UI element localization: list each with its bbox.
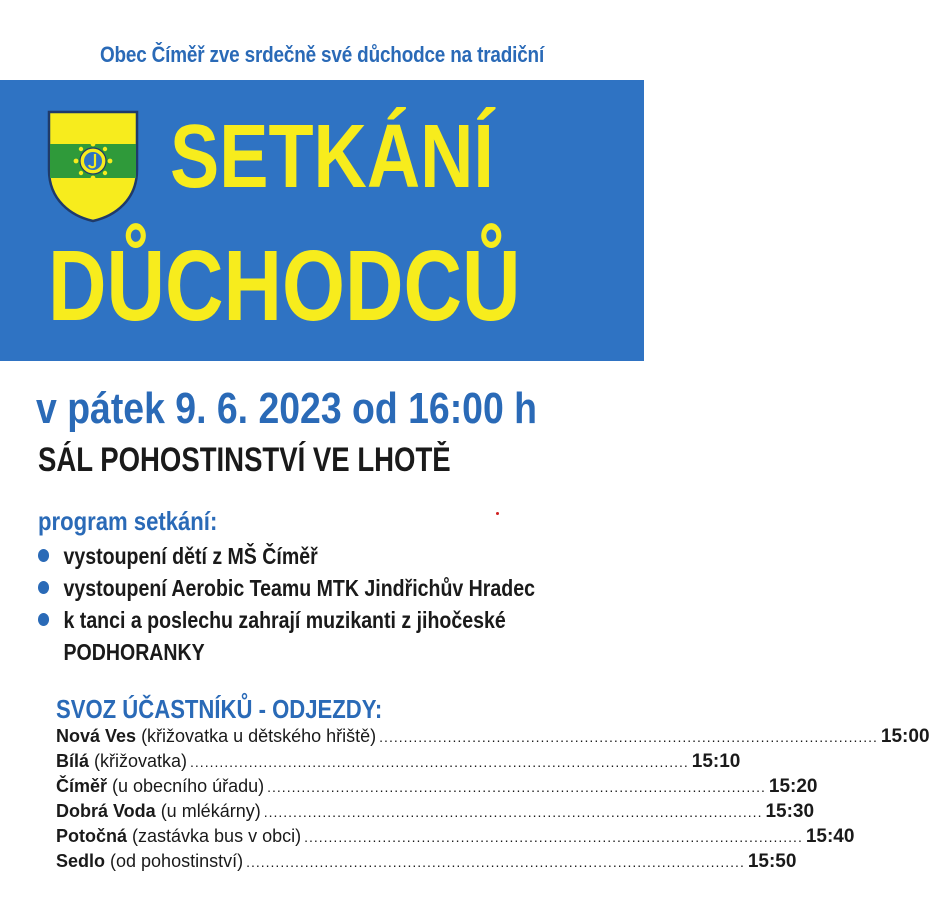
stop-name: Číměř	[56, 776, 108, 796]
stop-time: 15:20	[768, 776, 818, 797]
program-item: vystoupení Aerobic Teamu MTK Jindřichův Hradec	[38, 572, 608, 604]
stop-desc: (zastávka bus v obci)	[132, 826, 302, 846]
stop-time: 15:10	[691, 751, 741, 772]
stop-time: 15:00	[880, 726, 930, 747]
intro-text: Obec Číměř zve srdečně své důchodce na tradiční	[99, 42, 545, 67]
schedule-row	[56, 726, 930, 751]
stop-name: Bílá	[56, 751, 90, 771]
program-title: program setkání:	[38, 506, 218, 536]
bullet-icon	[38, 581, 49, 594]
stop-desc: (křižovatka)	[94, 751, 188, 771]
program-item: k tanci a poslechu zahrají muzikanti z jihočeské PODHORANKY	[38, 604, 574, 668]
transport-title: SVOZ ÚČASTNÍKŮ - ODJEZDY:	[56, 694, 383, 724]
title-line-1: SETKÁNÍ	[170, 107, 494, 207]
dot-leader: ......................................................................................................	[263, 804, 763, 820]
stop-name: Nová Ves	[56, 726, 137, 746]
schedule-row	[56, 751, 741, 776]
transport-schedule	[56, 726, 930, 876]
title-line-2: DŮCHODCŮ	[48, 230, 521, 342]
stop-name: Dobrá Voda	[56, 801, 156, 821]
coat-of-arms-icon	[45, 108, 141, 224]
dot-leader: ......................................................................................................	[379, 729, 878, 745]
dot-leader: ......................................................................................................	[190, 754, 689, 770]
dot-leader: ......................................................................................................	[304, 829, 803, 845]
stop-name: Potočná	[56, 826, 128, 846]
stop-desc: (křižovatka u dětského hřiště)	[141, 726, 377, 746]
bullet-icon	[38, 613, 49, 626]
stray-dot	[496, 512, 499, 515]
stop-time: 15:40	[805, 826, 855, 847]
program-list	[38, 540, 678, 668]
schedule-row	[56, 801, 815, 826]
schedule-row	[56, 776, 818, 801]
bullet-icon	[38, 549, 49, 562]
schedule-row	[56, 851, 797, 876]
stop-time: 15:50	[747, 851, 797, 872]
stop-desc: (od pohostinství)	[110, 851, 244, 871]
event-date: v pátek 9. 6. 2023 od 16:00 h	[36, 384, 538, 433]
dot-leader: ......................................................................................................	[267, 779, 766, 795]
dot-leader: ......................................................................................................	[246, 854, 745, 870]
program-item: vystoupení dětí z MŠ Číměř	[38, 540, 608, 572]
stop-name: Sedlo	[56, 851, 106, 871]
stop-desc: (u mlékárny)	[160, 801, 261, 821]
event-venue: SÁL POHOSTINSTVÍ VE LHOTĚ	[38, 441, 451, 479]
schedule-row	[56, 826, 855, 851]
stop-time: 15:30	[765, 801, 815, 822]
stop-desc: (u obecního úřadu)	[112, 776, 265, 796]
